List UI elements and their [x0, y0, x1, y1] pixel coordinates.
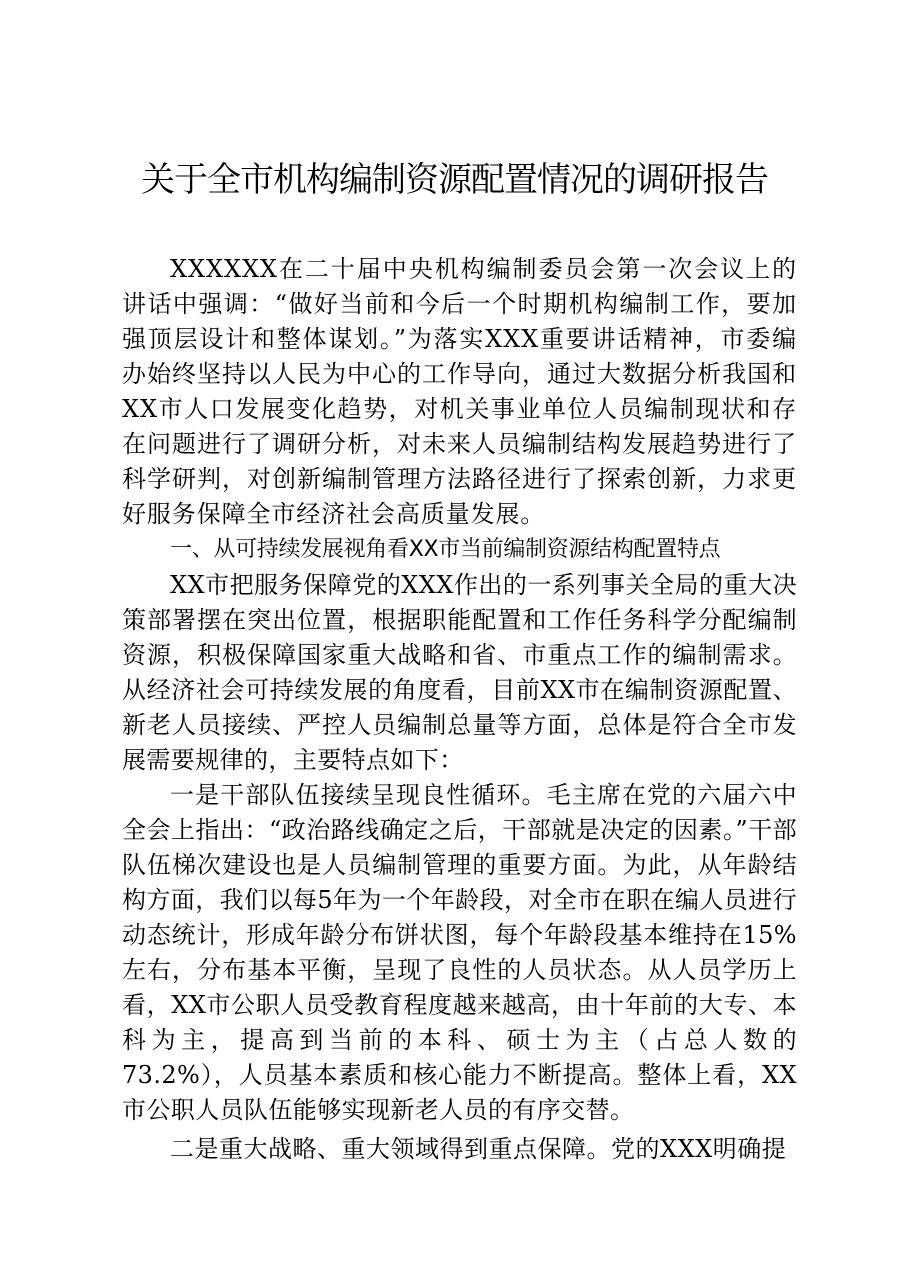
section-1-paragraph: XX市把服务保障党的XXX作出的一系列事关全局的重大决策部署摆在突出位置，根据职能配置和工作任务科学分配编制资源，积极保障国家重大战略和省、市重点工作的编制需求。从经济社会可持续发展的角度看，目前XX市在编制资源配置、新老人员接续、严控人员编制总量等方面，总体是符合全市发展需要规律的，主要特点如下：	[122, 571, 797, 774]
document-body	[122, 252, 797, 1167]
point-1-paragraph: 一是干部队伍接续呈现良性循环。毛主席在党的六届六中全会上指出：“政治路线确定之后，干部就是决定的因素。”干部队伍梯次建设也是人员编制管理的重要方面。为此，从年龄结构方面，我们以每5年为一个年龄段，对全市在职在编人员进行动态统计，形成年龄分布饼状图，每个年龄段基本维持在15%左右，分布基本平衡，呈现了良性的人员状态。从人员学历上看，XX市公职人员受教育程度越来越高，由十年前的大专、本科为主，提高到当前的本科、硕士为主（占总人数的73.2%），人员基本素质和核心能力不断提高。整体上看，XX市公职人员队伍能够实现新老人员的有序交替。	[122, 781, 797, 1124]
intro-paragraph: XXXXXX在二十届中央机构编制委员会第一次会议上的讲话中强调：“做好当前和今后一个时期机构编制工作，要加强顶层设计和整体谋划。”为落实XXX重要讲话精神，市委编办始终坚持以人民为中心的工作导向，通过大数据分析我国和XX市人口发展变化趋势，对机关事业单位人员编制现状和存在问题进行了调研分析，对未来人员编制结构发展趋势进行了科学研判，对创新编制管理方法路径进行了探索创新，力求更好服务保障全市经济社会高质量发展。	[122, 255, 797, 528]
document-title: 关于全市机构编制资源配置情况的调研报告	[141, 160, 768, 200]
section-heading-1: 一、从可持续发展视角看XX市当前编制资源结构配置特点	[170, 537, 721, 562]
point-2-paragraph: 二是重大战略、重大领域得到重点保障。党的XXX明确提	[170, 1135, 787, 1163]
